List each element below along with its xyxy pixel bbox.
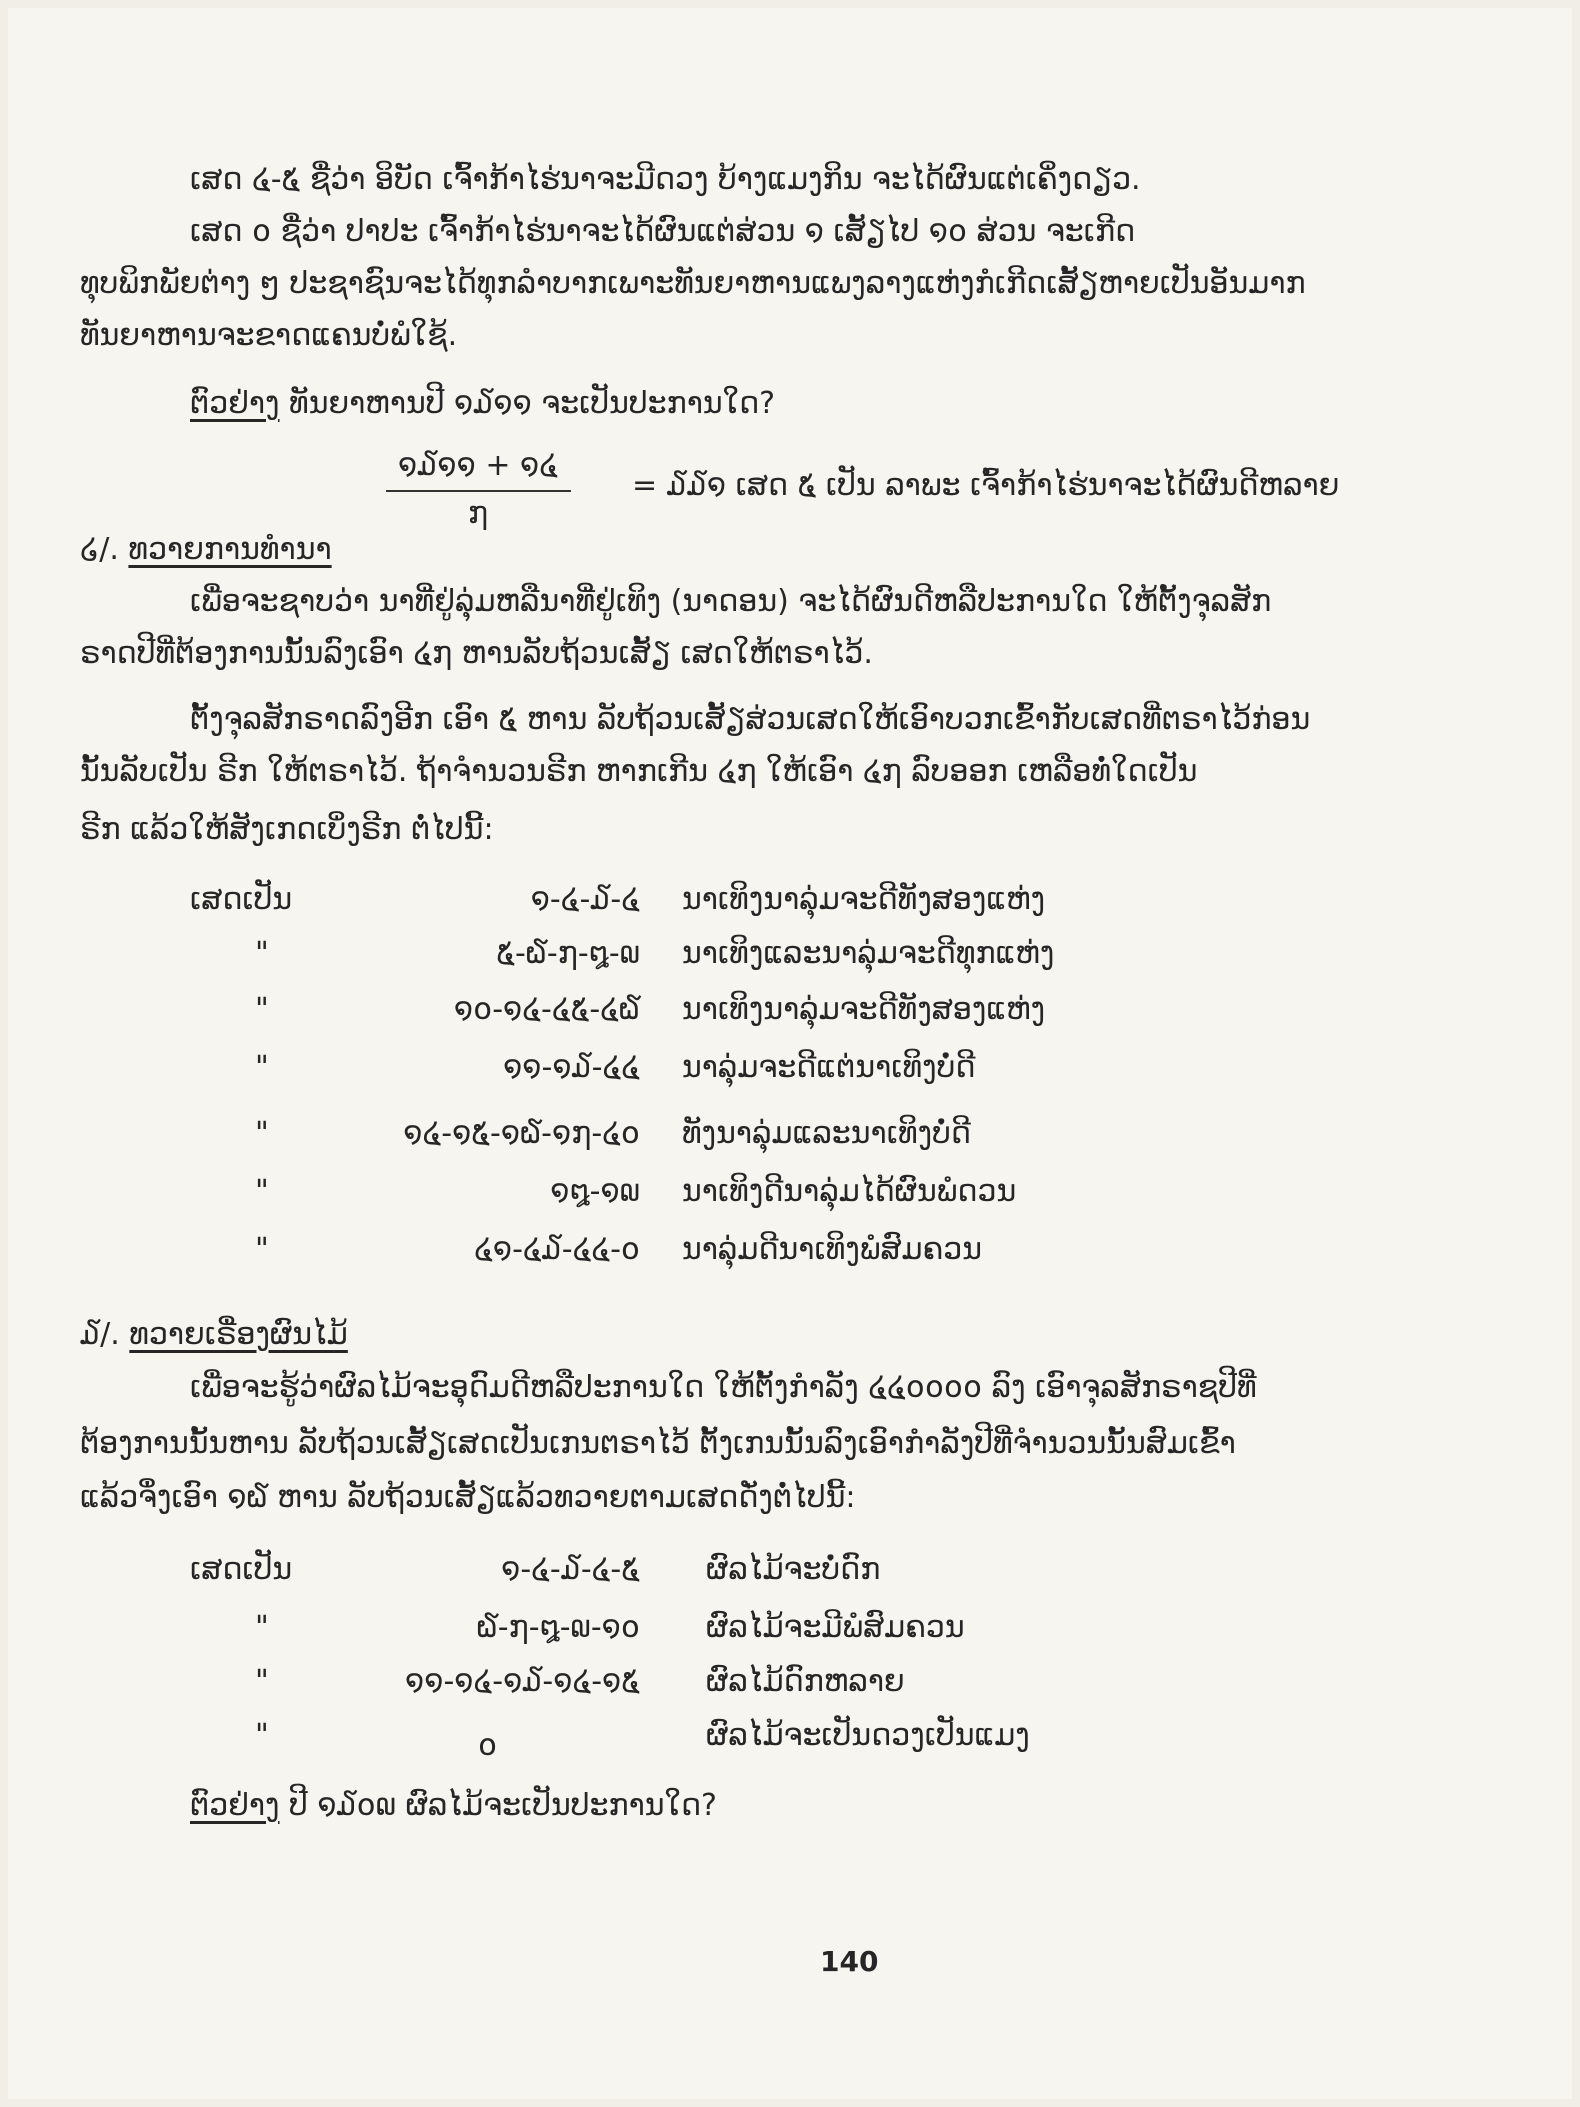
section-3-prefix: ໓/. xyxy=(80,1317,130,1352)
section-3-heading xyxy=(80,1315,348,1355)
table-row-lead: " xyxy=(255,936,269,971)
table-row-numbers: ໑-໔-໓-໔ xyxy=(530,882,640,917)
example-line xyxy=(190,384,775,424)
section-2-prefix: ໒/. xyxy=(80,532,129,567)
fraction-numerator: ໑໓໑໑ + ໑໔ xyxy=(398,448,558,483)
table-row-numbers: ໕-໖-໗-໘-໙ xyxy=(496,936,640,971)
table-row-text: ນາເທິງດີນາລຸ່ມໄດ້ຜົນພໍດວນ xyxy=(682,1174,1017,1209)
table-row-numbers: ໑໑-໑໓-໔໔ xyxy=(503,1050,640,1085)
table-row-text: ນາລຸ່ມດີນາເທິງພໍສົມຄວນ xyxy=(682,1232,982,1267)
section-3-paragraph-3: ແລ້ວຈຶ່ງເອົາ ໑໖ ຫານ ລັບຖ້ວນເສັ້ຽແລ້ວທວາຍຕາມເສດດັ່ງຕໍ່ໄປນີ້: xyxy=(80,1480,856,1515)
section-3-title: ທວາຍເຣື່ອງຜົນໄມ້ xyxy=(129,1317,348,1352)
intro-line-2: ເສດ ໐ ຊື່ວ່າ ປາປະ ເຈົ້າກ້າໄຮ່ນາຈະໄດ້ຜົນແຕ່ສ່ວນ ໑ ເສັ້ຽໄປ ໑໐ ສ່ວນ ຈະເກີດ xyxy=(190,214,1136,249)
section-3-example-text: ປີ ໑໓໐໙ ຜົລໄມ້ຈະເປັນປະການໃດ? xyxy=(279,1788,717,1823)
table-row-lead: " xyxy=(255,1174,269,1209)
section-2-paragraph-2: ຣາດປີທີ່ຕ້ອງການນັ້ນລົງເອົາ ໔໗ ຫານລັບຖ້ວນເສັ້ຽ ເສດໃຫ້ຕຣາໄວ້. xyxy=(80,636,873,671)
example-label: ຕົວຢ່າງ xyxy=(190,386,280,421)
fraction-bar xyxy=(386,490,571,492)
table-row-text: ຜົລໄມ້ຈະເປັນດວງເປັນແມງ xyxy=(706,1718,1030,1753)
fraction-result: = ໓໓໑ ເສດ ໕ ເປັນ ລາພະ ເຈົ້າກ້າໄຮ່ນາຈະໄດ້ຜົນດີຫລາຍ xyxy=(632,468,1340,503)
section-2-paragraph-4: ນັ້ນລັບເປັນ ຣີກ ໃຫ້ຕຣາໄວ້. ຖ້າຈຳນວນຣີກ ຫາກເກີນ ໔໗ ໃຫ້ເອົາ ໔໗ ລົບອອກ ເຫລືອທໍ່ໃດເປັນ xyxy=(80,754,1198,789)
table-row-numbers: ໑໘-໑໙ xyxy=(550,1174,640,1209)
intro-line-4: ທັນຍາຫານຈະຂາດແຄນບໍ່ພໍໃຊ້. xyxy=(80,318,458,353)
page-number: 140 xyxy=(820,1945,879,1978)
table-row-lead: " xyxy=(255,1116,269,1151)
table-row-text: ຜົລໄມ້ຈະບໍ່ດົກ xyxy=(706,1552,881,1587)
table-row-text: ຜົລໄມ້ດົກຫລາຍ xyxy=(706,1664,905,1699)
table-row-numbers: ໑-໔-໓-໔-໕ xyxy=(501,1552,640,1587)
table-row-text: ນາເທິງນາລຸ່ມຈະດີທັງສອງແຫ່ງ xyxy=(682,992,1046,1027)
table-row-lead: " xyxy=(255,1232,269,1267)
table-row-text: ທັງນາລຸ່ມແລະນາເທິງບໍ່ດີ xyxy=(682,1116,971,1151)
section-2-paragraph-3: ຕັ້ງຈຸລສັກຣາດລົງອີກ ເອົາ ໕ ຫານ ລັບຖ້ວນເສັ້ຽສ່ວນເສດໃຫ້ເອົາບວກເຂົ້າກັບເສດທີ່ຕຣາໄວ້ກ່ອນ xyxy=(190,702,1311,737)
table-row-text: ນາເທິງນາລຸ່ມຈະດີທັງສອງແຫ່ງ xyxy=(682,882,1046,917)
table-row-numbers: ໔໑-໔໓-໔໔-໐ xyxy=(474,1232,640,1267)
table-row-numbers: ໑໑-໑໔-໑໓-໑໔-໑໕ xyxy=(405,1664,640,1699)
section-3-example-label: ຕົວຢ່າງ xyxy=(190,1788,280,1823)
section-3-paragraph-2: ຕ້ອງການນັ້ນຫານ ລັບຖ້ວນເສັ້ຽເສດເປັນເກນຕຣາໄວ້ ຕັ້ງເກນນັ້ນລົງເອົາກຳລັງປີທີ່ຈຳນວນນັ້ນສົມເຂົ້າ xyxy=(80,1426,1236,1461)
section-3-example-line xyxy=(190,1786,717,1826)
example-text: ທັນຍາຫານປີ ໑໓໑໑ ຈະເປັນປະການໃດ? xyxy=(279,386,776,421)
table-row-text: ຜົລໄມ້ຈະມີພໍສົມຄວນ xyxy=(706,1610,965,1645)
table-row-numbers: ໖-໗-໘-໙-໑໐ xyxy=(476,1610,640,1645)
table-row-lead: " xyxy=(255,1664,269,1699)
fraction-denominator: ໗ xyxy=(467,496,489,531)
table-row-text: ນາລຸ່ມຈະດີແຕ່ນາເທິງບໍ່ດີ xyxy=(682,1050,976,1085)
section-2-paragraph-1: ເພື່ອຈະຊາບວ່າ ນາທີ່ຢູ່ລຸ່ມຫລືນາທີ່ຢູ່ເທິງ (ນາດອນ) ຈະໄດ້ຜົນດີຫລືປະການໃດ ໃຫ້ຕັ້ງຈຸລສັກ xyxy=(190,584,1272,619)
table-row-text: ນາເທິງແລະນາລຸ່ມຈະດີທຸກແຫ່ງ xyxy=(682,936,1055,971)
section-2-paragraph-5: ຣີກ ແລ້ວໃຫ້ສັງເກດເບິ່ງຣີກ ຕໍ່ໄປນີ້: xyxy=(80,812,494,847)
table-row-numbers: ໑໐-໑໔-໔໕-໔໖ xyxy=(453,992,640,1027)
section-2-heading xyxy=(80,530,332,570)
intro-line-1: ເສດ ໔-໕ ຊື່ວ່າ ອິບັດ ເຈົ້າກ້າໄຮ່ນາຈະມີດວງ ບ້າງແມງກິນ ຈະໄດ້ຜົນແຕ່ເຄິ່ງດຽວ. xyxy=(190,162,1141,197)
table-row-lead: " xyxy=(255,1610,269,1645)
table-row-lead: ເສດເປັນ xyxy=(190,1552,293,1587)
table-row-lead: " xyxy=(255,1050,269,1085)
table-row-lead: " xyxy=(255,1718,269,1753)
table-row-lead: ເສດເປັນ xyxy=(190,882,293,917)
table-row-lead: " xyxy=(255,992,269,1027)
section-3-paragraph-1: ເພື່ອຈະຮູ້ວ່າຜົລໄມ້ຈະອຸດົມດີຫລືປະການໃດ ໃຫ້ຕັ້ງກຳລັງ ໔໔໐໐໐໐ ລົງ ເອົາຈຸລສັກຣາຊປີທີ່ xyxy=(190,1370,1257,1405)
table-row-numbers: ໐ xyxy=(478,1728,498,1763)
table-row-numbers: ໑໔-໑໕-໑໖-໑໗-໔໐ xyxy=(403,1116,640,1151)
intro-line-3: ທຸບພິກພັຍຕ່າງ ໆ ປະຊາຊົນຈະໄດ້ທຸກລຳບາກເພາະທັນຍາຫານແພງລາງແຫ່ງກໍເກີດເສັ້ຽຫາຍເປັນອັນມາກ xyxy=(80,266,1306,301)
section-2-title: ທວາຍການທຳນາ xyxy=(128,532,332,567)
